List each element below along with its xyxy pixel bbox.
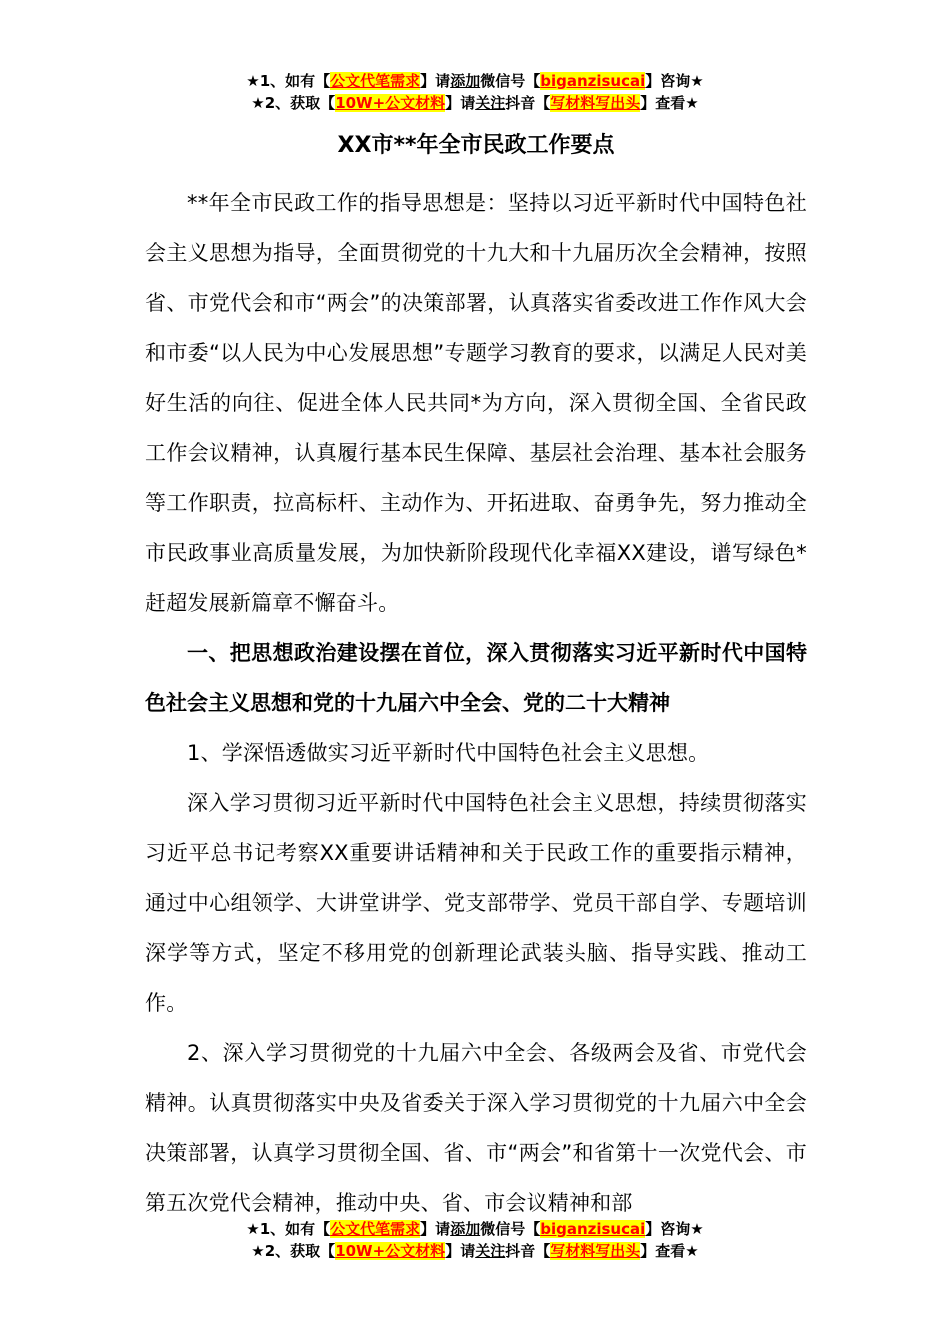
banner-highlight: 写材料写出头 [550,1242,641,1260]
banner-text: ★1、如有【 [246,1220,331,1238]
footer-banner [0,1218,950,1262]
paragraph-body: 深入学习贯彻习近平新时代中国特色社会主义思想，持续贯彻落实习近平总书记考察XX重要讲话精神和关于民政工作的重要指示精神，通过中心组领学、大讲堂讲学、党支部带学、党员干部自学、专题培训深学等方式，坚定不移用党的创新理论武装头脑、指导实践、推动工作。 [145,791,807,1015]
banner-line-1 [0,1218,950,1240]
section-heading: 一、把思想政治建设摆在首位，深入贯彻落实习近平新时代中国特色社会主义思想和党的十九届六中全会、党的二十大精神 [145,641,807,715]
banner-text: ★2、获取【 [251,94,336,112]
banner-text: 】请 [445,1242,476,1260]
document-title: XX市**年全市民政工作要点 [337,133,615,158]
banner-text: 抖音【 [505,94,551,112]
banner-underlined: 关注 [475,94,506,112]
banner-text: 】请 [445,94,476,112]
banner-text: 抖音【 [505,1242,551,1260]
banner-underlined: 添加 [450,1220,481,1238]
banner-line-2 [0,92,950,114]
banner-text: 】咨询★ [645,1220,704,1238]
banner-text: ★1、如有【 [246,72,331,90]
banner-text: 】查看★ [640,94,699,112]
banner-highlight: 公文代笔需求 [330,72,421,90]
banner-highlight: 10W+公文材料 [335,94,446,112]
subsection-heading: 1、学深悟透做实习近平新时代中国特色社会主义思想。 [187,741,710,765]
banner-text: 微信号【 [480,1220,541,1238]
banner-highlight: 10W+公文材料 [335,1242,446,1260]
header-banner [0,70,950,114]
banner-highlight: 写材料写出头 [550,94,641,112]
banner-highlight: biganzisucai [540,72,646,90]
banner-text: 】查看★ [640,1242,699,1260]
banner-highlight: biganzisucai [540,1220,646,1238]
banner-text: ★2、获取【 [251,1242,336,1260]
banner-text: 微信号【 [480,72,541,90]
paragraph-body: 2、深入学习贯彻党的十九届六中全会、各级两会及省、市党代会精神。认真贯彻落实中央及省委关于深入学习贯彻党的十九届六中全会决策部署，认真学习贯彻全国、省、市“两会”和省第十一次党代会、市第五次党代会精神，推动中央、省、市会议精神和部 [145,1041,807,1215]
paragraph-intro: **年全市民政工作的指导思想是：坚持以习近平新时代中国特色社会主义思想为指导，全面贯彻党的十九大和十九届历次全会精神，按照省、市党代会和市“两会”的决策部署，认真落实省委改进工作作风大会和市委“以人民为中心发展思想”专题学习教育的要求，以满足人民对美好生活的向往、促进全体人民共同*为方向，深入贯彻全国、全省民政工作会议精神，认真履行基本民生保障、基层社会治理、基本社会服务等工作职责，拉高标杆、主动作为、开拓进取、奋勇争先，努力推动全市民政事业高质量发展，为加快新阶段现代化幸福XX建设，谱写绿色*赶超发展新篇章不懈奋斗。 [145,191,807,615]
document-body [145,126,807,1228]
banner-text: 】咨询★ [645,72,704,90]
banner-underlined: 关注 [475,1242,506,1260]
banner-line-1 [0,70,950,92]
banner-line-2 [0,1240,950,1262]
banner-text: 】请 [420,1220,451,1238]
banner-text: 】请 [420,72,451,90]
banner-underlined: 添加 [450,72,481,90]
banner-highlight: 公文代笔需求 [330,1220,421,1238]
